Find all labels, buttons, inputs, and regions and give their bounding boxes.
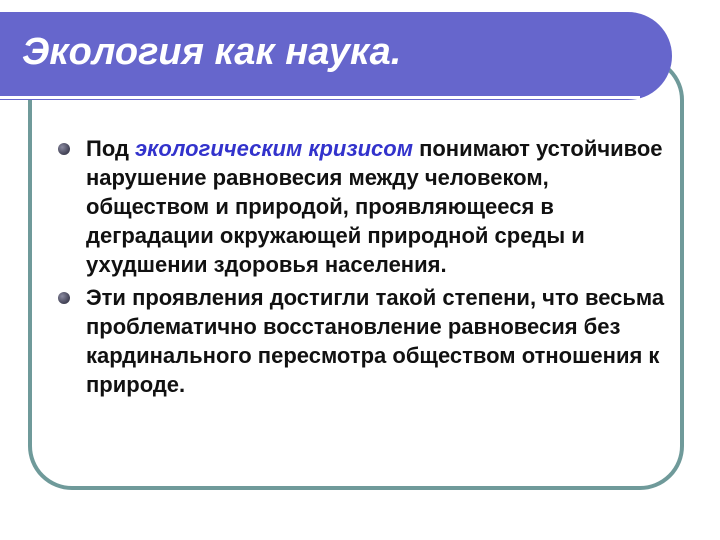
bullet-item-definition: [56, 134, 668, 279]
bullet-item-consequence: [56, 283, 668, 399]
highlighted-term: экологическим кризисом: [135, 136, 413, 161]
bullet-text: Эти проявления достигли такой степени, что весьма проблематично восстановление равновесия без кардинального пересмотра обществом отношения к природе.: [86, 285, 665, 397]
bullet-dot-icon: [58, 292, 70, 304]
bullet-text-prefix: Под: [86, 136, 136, 161]
title-underline: [0, 96, 640, 99]
bullet-list: [56, 134, 668, 403]
slide-title: Экология как наука.: [22, 31, 402, 73]
bullet-text-suffix: понимают устойчивое нарушение равновесия между человеком, обществом и природой, проявляющееся в деградации окружающей природной среды и ухудшении здоровья населения.: [86, 136, 663, 277]
bullet-dot-icon: [58, 143, 70, 155]
